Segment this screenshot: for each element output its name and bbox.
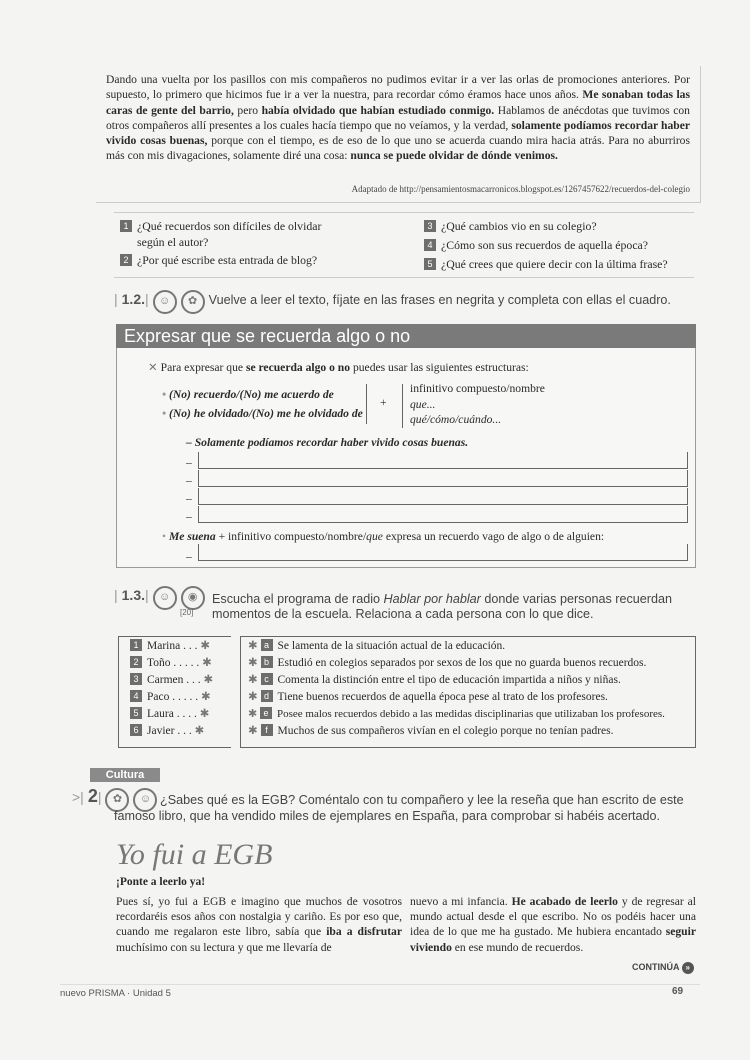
arrow-right-icon: » xyxy=(682,962,694,974)
person-item[interactable]: 2 Toño . . . . . ✱ xyxy=(130,655,213,672)
pair-work-icon: ✿ xyxy=(105,788,129,812)
statement-item[interactable]: ✱ b Estudió en colegios separados por sexos de los que no guarda buenos recuerdos. xyxy=(248,657,647,669)
bold-phrase-2: había olvidado que habían estudiado conmigo. xyxy=(261,103,495,117)
person-item[interactable]: 3 Carmen . . . ✱ xyxy=(130,672,213,689)
bold-phrase-4: nunca se puede olvidar de dónde venimos. xyxy=(350,149,558,163)
question-number: 5 xyxy=(424,258,436,270)
question-4: 4 ¿Cómo son sus recuerdos de aquella época? xyxy=(424,237,694,253)
pair-work-icon: ☺ xyxy=(153,586,177,610)
answer-line-5[interactable] xyxy=(198,544,688,561)
exercise-number: 1.3. xyxy=(121,587,145,603)
review-subtitle: ¡Ponte a leerlo ya! xyxy=(116,876,206,888)
bold-phrase-3: solamente podíamos recordar haber vivido cosas buenas, xyxy=(106,118,690,148)
continue-label: CONTINÚA » xyxy=(632,962,694,974)
reading-passage: Dando una vuelta por los pasillos con mis compañeros no pudimos evitar ir a ver las orlas de promociones anteriores. Por supuesto, lo primero que hicimos fue ir a ver la nuestra, para recordar cómo éramos hace unos años. Me sonaban todas las caras de gente del barrio, pero había olvidado que habían estudiado conmigo. Hablamos de anécdotas que tuvimos con otros compañeros allí presentes a los cuales hacía tiempo que no veíamos, y la verdad, solamente podíamos recordar haber vivido cosas buenas, porque con el tiempo, es de eso de lo que uno se acuerda cuando mira hacia atrás. Para no aburriros más con mis divagaciones, solamente diré una cosa: nunca se puede olvidar de dónde venimos. xyxy=(106,73,690,163)
statement-item[interactable]: ✱ f Muchos de sus compañeros vivían en el colegio porque no tenían padres. xyxy=(248,725,614,737)
page-number: 69 xyxy=(672,986,684,997)
answer-line-2[interactable] xyxy=(198,470,688,487)
divider xyxy=(366,384,367,424)
question-5: 5 ¿Qué crees que quiere decir con la última frase? xyxy=(424,256,694,272)
option-3: qué/cómo/cuándo... xyxy=(410,413,502,426)
question-number: 4 xyxy=(424,239,436,251)
exercise-instruction: Escucha el programa de radio Hablar por hablar donde varias personas recuerdan momentos de la escuela. Relaciona a cada persona con lo que dice. xyxy=(212,592,672,621)
option-1: infinitivo compuesto/nombre xyxy=(410,382,545,395)
blank-dash: – xyxy=(186,550,192,563)
people-list xyxy=(130,638,213,740)
bold-phrase-1: Me sonaban todas las caras de gente del barrio, xyxy=(106,88,690,117)
exercise-1-3-header: | 1.3.| ☺ ◉ xyxy=(114,586,205,610)
blank-dash: – xyxy=(186,492,192,505)
audio-icon: ◉ xyxy=(181,586,205,610)
exercise-instruction: Vuelve a leer el texto, fíjate en las frases en negrita y completa con ellas el cuadro. xyxy=(208,293,671,307)
culture-tag: Cultura xyxy=(90,768,160,782)
statement-item[interactable]: ✱ e Posee malos recuerdos debido a las medidas disciplinarias que utilizaban los profesores. xyxy=(248,708,665,720)
answer-line-4[interactable] xyxy=(198,506,688,523)
grammar-intro: ✕ Para expresar que se recuerda algo o no puedes usar las siguientes estructuras: xyxy=(148,361,529,374)
grammar-box-title: Expresar que se recuerda algo o no xyxy=(116,324,696,348)
question-number: 1 xyxy=(120,220,132,232)
person-item[interactable]: 1 Marina . . . ✱ xyxy=(130,638,213,655)
answer-line-1[interactable] xyxy=(198,452,688,469)
structure-2: • (No) he olvidado/(No) me he olvidado de xyxy=(162,407,363,420)
book-title: Yo fui a EGB xyxy=(116,838,273,871)
question-1: 1 ¿Qué recuerdos son difíciles de olvidar según el autor? xyxy=(120,218,370,250)
divider xyxy=(402,384,403,428)
statement-item[interactable]: ✱ a Se lamenta de la situación actual de la educación. xyxy=(248,640,506,652)
blank-dash: – xyxy=(186,510,192,523)
me-suena-note: • Me suena + infinitivo compuesto/nombre/que expresa un recuerdo vago de algo o de alguien: xyxy=(162,530,605,543)
person-item[interactable]: 5 Laura . . . . ✱ xyxy=(130,706,213,723)
statement-item[interactable]: ✱ c Comenta la distinción entre el tipo de educación impartida a niños y niñas. xyxy=(248,674,621,686)
option-2: que... xyxy=(410,398,436,411)
question-2: 2 ¿Por qué escribe esta entrada de blog? xyxy=(120,252,370,268)
footer-rule xyxy=(60,984,700,985)
exercise-instruction: ¿Sabes qué es la EGB? Coméntalo con tu compañero y lee la reseña que han escrito de este famoso libro, que ha vendido miles de ejemplares en España, para comprobar si habéis acertado. xyxy=(114,793,684,823)
statement-item[interactable]: ✱ d Tiene buenos recuerdos de aquella época pese al trato de los profesores. xyxy=(248,691,608,703)
question-number: 2 xyxy=(120,254,132,266)
review-column-2: nuevo a mi infancia. He acabado de leerlo y de regresar al mundo actual desde el que escribo. No os podéis hacer una idea de lo que me ha gustado. Me hubiera encantado seguir viviendo en ese mundo de recuerdos. xyxy=(410,895,697,954)
exercise-2-header: >| 2| ✿ ☺ xyxy=(72,786,157,812)
exercise-1-2-header: | 1.2.| ☺ ✿ Vuelve a leer el texto, fíjate en las frases en negrita y completa con ellas el cuadro. xyxy=(114,290,671,314)
reading-icon: ☺ xyxy=(133,788,157,812)
grammar-example: – Solamente podíamos recordar haber vivido cosas buenas. xyxy=(186,436,469,449)
review-column-1: Pues sí, yo fui a EGB e imagino que muchos de vosotros recordaréis esos años con nostalgia y cariño. Es por eso que, cuando me regalaron este libro, sabía que iba a disfrutar muchísimo con su lectura y que me llevaría de xyxy=(116,895,402,954)
pair-work-icon: ☺ xyxy=(153,290,177,314)
question-number: 3 xyxy=(424,220,436,232)
question-3: 3 ¿Qué cambios vio en su colegio? xyxy=(424,218,694,234)
footer-book-unit: nuevo PRISMA · Unidad 5 xyxy=(60,988,171,999)
exercise-number: 2 xyxy=(87,786,98,806)
blank-dash: – xyxy=(186,474,192,487)
plus-sign: + xyxy=(380,396,387,409)
track-number: [20] xyxy=(180,608,194,617)
group-work-icon: ✿ xyxy=(181,290,205,314)
person-item[interactable]: 4 Paco . . . . . ✱ xyxy=(130,689,213,706)
statements-list xyxy=(248,638,690,740)
exercise-number: 1.2. xyxy=(121,291,145,307)
structure-1: • (No) recuerdo/(No) me acuerdo de xyxy=(162,388,334,401)
answer-line-3[interactable] xyxy=(198,488,688,505)
blank-dash: – xyxy=(186,456,192,469)
person-item[interactable]: 6 Javier . . . ✱ xyxy=(130,723,213,740)
passage-source: Adaptado de http://pensamientosmacarronicos.blogspot.es/1267457622/recuerdos-del-colegio xyxy=(351,184,690,194)
